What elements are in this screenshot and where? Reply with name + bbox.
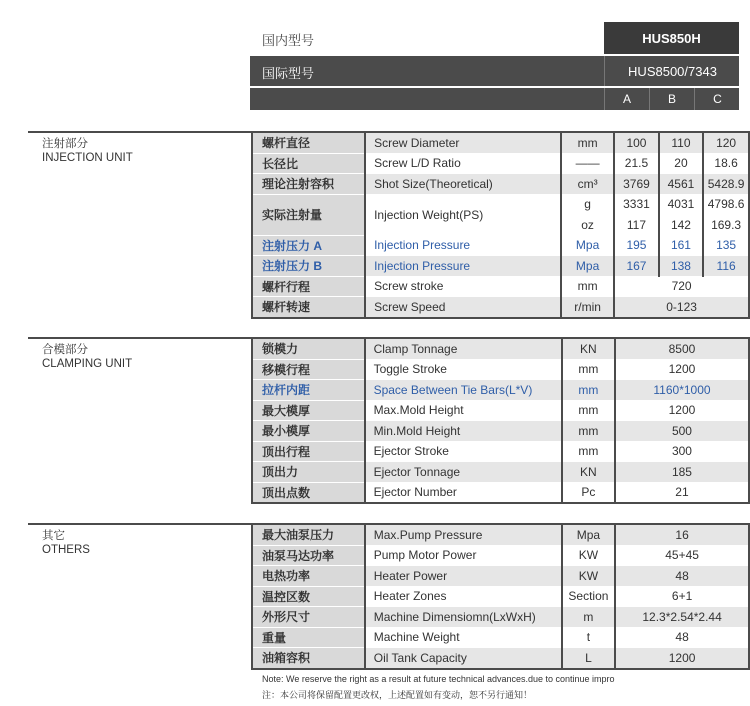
spec-name-zh: 锁模力 [252,338,365,359]
variant-a: A [604,88,649,110]
clamping-section-title: 合模部分 CLAMPING UNIT [42,344,133,370]
others-table [251,523,750,670]
table-row [252,235,749,256]
spec-name-zh: 螺杆转速 [252,297,365,318]
injection-table [251,131,750,319]
table-row [252,462,749,483]
spec-name-en: Ejector Number [365,482,562,503]
spec-value: 300 [615,441,749,462]
spec-value: 12.3*2.54*2.44 [615,607,749,628]
spec-name-en: Oil Tank Capacity [365,648,562,669]
spec-name-en: Toggle Stroke [365,359,562,380]
spec-unit: Pc [562,482,615,503]
spec-unit: mm [562,421,615,442]
table-row [252,566,749,587]
note-en: Note: We reserve the right as a result at future technical advances.due to continue impro [262,674,615,684]
spec-name-en: Injection Weight(PS) [365,194,561,235]
variant-b: B [649,88,694,110]
spec-name-en: Heater Zones [365,586,562,607]
spec-unit: —— [561,153,614,174]
table-row [252,545,749,566]
spec-value: 117 [614,215,659,236]
spec-value: 20 [659,153,704,174]
spec-name-zh: 长径比 [252,153,365,174]
spec-value: 6+1 [615,586,749,607]
spec-value: 185 [615,462,749,483]
table-row [252,648,749,669]
spec-value: 1200 [615,359,749,380]
spec-unit: Mpa [561,235,614,256]
spec-value: 16 [615,524,749,545]
spec-name-en: Max.Pump Pressure [365,524,562,545]
table-row [252,153,749,174]
spec-name-zh: 螺杆直径 [252,132,365,153]
table-row [252,441,749,462]
spec-unit: mm [562,380,615,401]
spec-unit: KW [562,566,616,587]
spec-unit: m [562,607,616,628]
spec-value: 120 [703,132,749,153]
spec-name-zh: 重量 [252,627,365,648]
spec-unit: r/min [561,297,614,318]
spec-name-zh: 最大油泵压力 [252,524,365,545]
spec-value: 720 [614,276,749,297]
table-row [252,380,749,401]
spec-unit: t [562,627,616,648]
spec-value: 1200 [615,648,749,669]
spec-name-zh: 顶出点数 [252,482,365,503]
spec-name-en: Machine Dimensiomn(LxWxH) [365,607,562,628]
spec-unit: mm [562,400,615,421]
spec-value: 4561 [659,174,704,195]
spec-value: 45+45 [615,545,749,566]
spec-value: 5428.9 [703,174,749,195]
spec-name-en: Injection Pressure [365,256,561,277]
clamping-table [251,337,750,504]
table-row [252,174,749,195]
spec-name-zh: 顶出力 [252,462,365,483]
domestic-model-value: HUS850H [604,22,739,54]
spec-name-zh: 电热功率 [252,566,365,587]
spec-value: 116 [703,256,749,277]
spec-name-zh: 拉杆内距 [252,380,365,401]
spec-name-zh: 最小模厚 [252,421,365,442]
spec-value: 1160*1000 [615,380,749,401]
others-section-title: 其它 OTHERS [42,530,90,556]
spec-name-en: Screw stroke [365,276,561,297]
spec-value: 100 [614,132,659,153]
table-row [252,607,749,628]
spec-name-en: Screw Speed [365,297,561,318]
spec-value: 142 [659,215,704,236]
domestic-model-label: 国内型号 [262,33,315,48]
spec-value: 161 [659,235,704,256]
spec-value: 1200 [615,400,749,421]
spec-name-zh: 油泵马达功率 [252,545,365,566]
spec-unit: KN [562,338,615,359]
spec-value: 48 [615,566,749,587]
spec-unit: L [562,648,616,669]
spec-name-en: Pump Motor Power [365,545,562,566]
spec-value: 21 [615,482,749,503]
spec-unit: Section [562,586,616,607]
spec-name-zh: 注射压力 A [252,235,365,256]
table-row [252,421,749,442]
spec-name-en: Heater Power [365,566,562,587]
spec-value: 48 [615,627,749,648]
spec-unit: Mpa [561,256,614,277]
spec-unit: KW [562,545,616,566]
spec-name-zh: 实际注射量 [252,194,365,235]
spec-unit: mm [562,441,615,462]
spec-value: 3331 [614,194,659,215]
spec-value: 169.3 [703,215,749,236]
table-row [252,586,749,607]
spec-unit: mm [562,359,615,380]
injection-section-title: 注射部分 INJECTION UNIT [42,138,133,164]
spec-name-zh: 顶出行程 [252,441,365,462]
intl-model-label: 国际型号 [262,66,315,81]
spec-value: 195 [614,235,659,256]
spec-name-zh: 螺杆行程 [252,276,365,297]
spec-name-en: Max.Mold Height [365,400,562,421]
spec-value: 500 [615,421,749,442]
spec-name-zh: 油箱容积 [252,648,365,669]
spec-value: 3769 [614,174,659,195]
spec-name-en: Screw L/D Ratio [365,153,561,174]
spec-value: 167 [614,256,659,277]
table-row [252,338,749,359]
spec-name-zh: 理论注射容积 [252,174,365,195]
table-row [252,276,749,297]
spec-unit: oz [561,215,614,236]
spec-name-en: Machine Weight [365,627,562,648]
note-zh: 注：本公司将保留配置更改权，上述配置如有变动，恕不另行通知！ [262,690,533,700]
spec-name-en: Ejector Tonnage [365,462,562,483]
table-row [252,194,749,215]
spec-value: 4798.6 [703,194,749,215]
spec-name-en: Ejector Stroke [365,441,562,462]
variant-c: C [694,88,740,110]
table-row [252,400,749,421]
table-row [252,297,749,318]
spec-name-zh: 外形尺寸 [252,607,365,628]
spec-unit: KN [562,462,615,483]
spec-value: 110 [659,132,704,153]
table-row [252,627,749,648]
table-row [252,359,749,380]
intl-model-value: HUS8500/7343 [604,56,740,86]
spec-value: 8500 [615,338,749,359]
spec-name-zh: 注射压力 B [252,256,365,277]
table-row [252,524,749,545]
spec-unit: mm [561,132,614,153]
spec-unit: cm³ [561,174,614,195]
spec-name-en: Min.Mold Height [365,421,562,442]
table-row [252,132,749,153]
spec-unit: g [561,194,614,215]
spec-unit: mm [561,276,614,297]
spec-name-en: Injection Pressure [365,235,561,256]
spec-name-en: Clamp Tonnage [365,338,562,359]
spec-name-en: Space Between Tie Bars(L*V) [365,380,562,401]
spec-unit: Mpa [562,524,616,545]
table-row [252,256,749,277]
spec-name-zh: 温控区数 [252,586,365,607]
spec-value: 138 [659,256,704,277]
spec-value: 135 [703,235,749,256]
spec-name-en: Shot Size(Theoretical) [365,174,561,195]
spec-name-zh: 最大模厚 [252,400,365,421]
spec-value: 18.6 [703,153,749,174]
spec-value: 0-123 [614,297,749,318]
spec-value: 4031 [659,194,704,215]
spec-value: 21.5 [614,153,659,174]
table-row [252,482,749,503]
spec-name-zh: 移模行程 [252,359,365,380]
spec-name-en: Screw Diameter [365,132,561,153]
